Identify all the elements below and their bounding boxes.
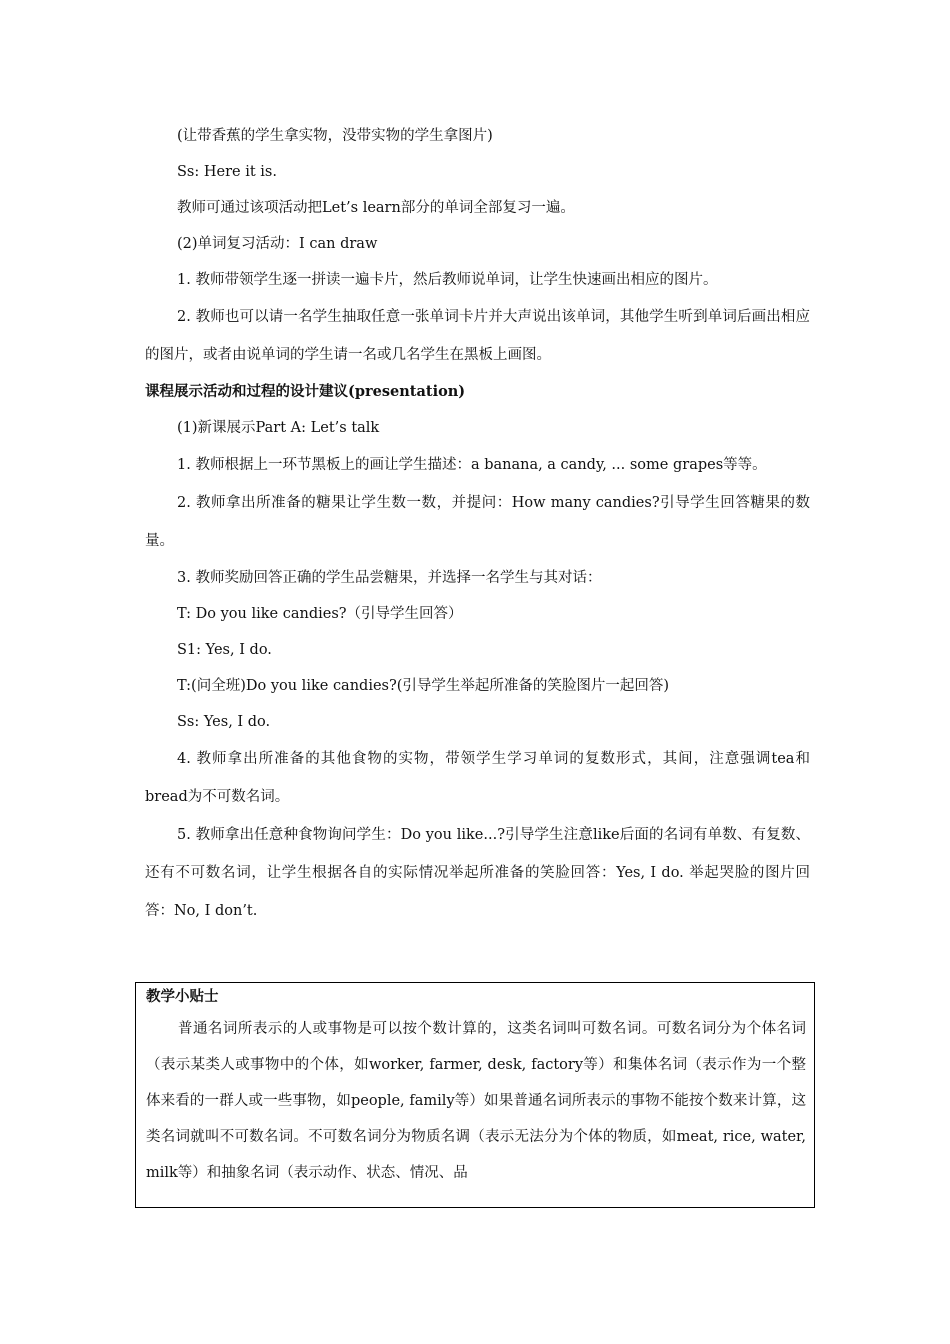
text-line: 3. 教师奖励回答正确的学生品尝糖果，并选择一名学生与其对话： [177, 570, 602, 586]
text-line: (让带香蕉的学生拿实物，没带实物的学生拿图片) [177, 128, 493, 144]
text-line: S1: Yes, I do. [177, 642, 272, 658]
text-line: 1. 教师带领学生逐一拼读一遍卡片，然后教师说单词，让学生快速画出相应的图片。 [177, 272, 718, 288]
text-paragraph: 4. 教师拿出所准备的其他食物的实物，带领学生学习单词的复数形式，其间，注意强调tea和bread为不可数名词。 [145, 751, 810, 805]
text-line: (2)单词复习活动：I can draw [177, 236, 378, 252]
text-paragraph: 2. 教师也可以请一名学生抽取任意一张单词卡片并大声说出该单词，其他学生听到单词后画出相应的图片，或者由说单词的学生请一名或几名学生在黑板上画图。 [145, 309, 810, 363]
text-paragraph: 1. 教师根据上一环节黑板上的画让学生描述：a banana, a candy, ... some grapes等等。 [177, 457, 767, 473]
text-line: Ss: Yes, I do. [177, 714, 271, 730]
section-heading: 课程展示活动和过程的设计建议(presentation) [145, 383, 466, 400]
text-line: T:(问全班)Do you like candies?(引导学生举起所准备的笑脸图片一起回答) [177, 678, 670, 694]
teaching-tips-box [135, 982, 815, 1208]
text-line: Ss: Here it is. [177, 164, 277, 180]
text-line: (1)新课展示Part A: Let’s talk [177, 420, 380, 436]
text-line: 教师可通过该项活动把Let’s learn部分的单词全部复习一遍。 [177, 200, 575, 216]
text-paragraph: 2. 教师拿出所准备的糖果让学生数一数，并提问：How many candies?引导学生回答糖果的数量。 [145, 495, 810, 549]
document-body [145, 118, 810, 930]
text-paragraph: 5. 教师拿出任意种食物询问学生：Do you like...?引导学生注意like后面的名词有单数、有复数、还有不可数名词，让学生根据各自的实际情况举起所准备的笑脸回答：Yes, I do. 举起哭脸的图片回答：No, I don’t. [145, 827, 810, 919]
tips-body: 普通名词所表示的人或事物是可以按个数计算的，这类名词叫可数名词。可数名词分为个体名词（表示某类人或事物中的个体，如worker, farmer, desk, factory等）和集体名词（表示作为一个整体来看的一群人或一些事物，如people, family等）如果普通名词所表示的事物不能按个数来计算，这类名词就叫不可数名词。不可数名词分为物质名调（表示无法分为个体的物质，如meat, rice, water, milk等）和抽象名词（表示动作、状态、情况、品 [146, 1021, 806, 1181]
text-line: T: Do you like candies?（引导学生回答） [177, 606, 463, 622]
tips-title: 教学小贴士 [146, 988, 219, 1005]
